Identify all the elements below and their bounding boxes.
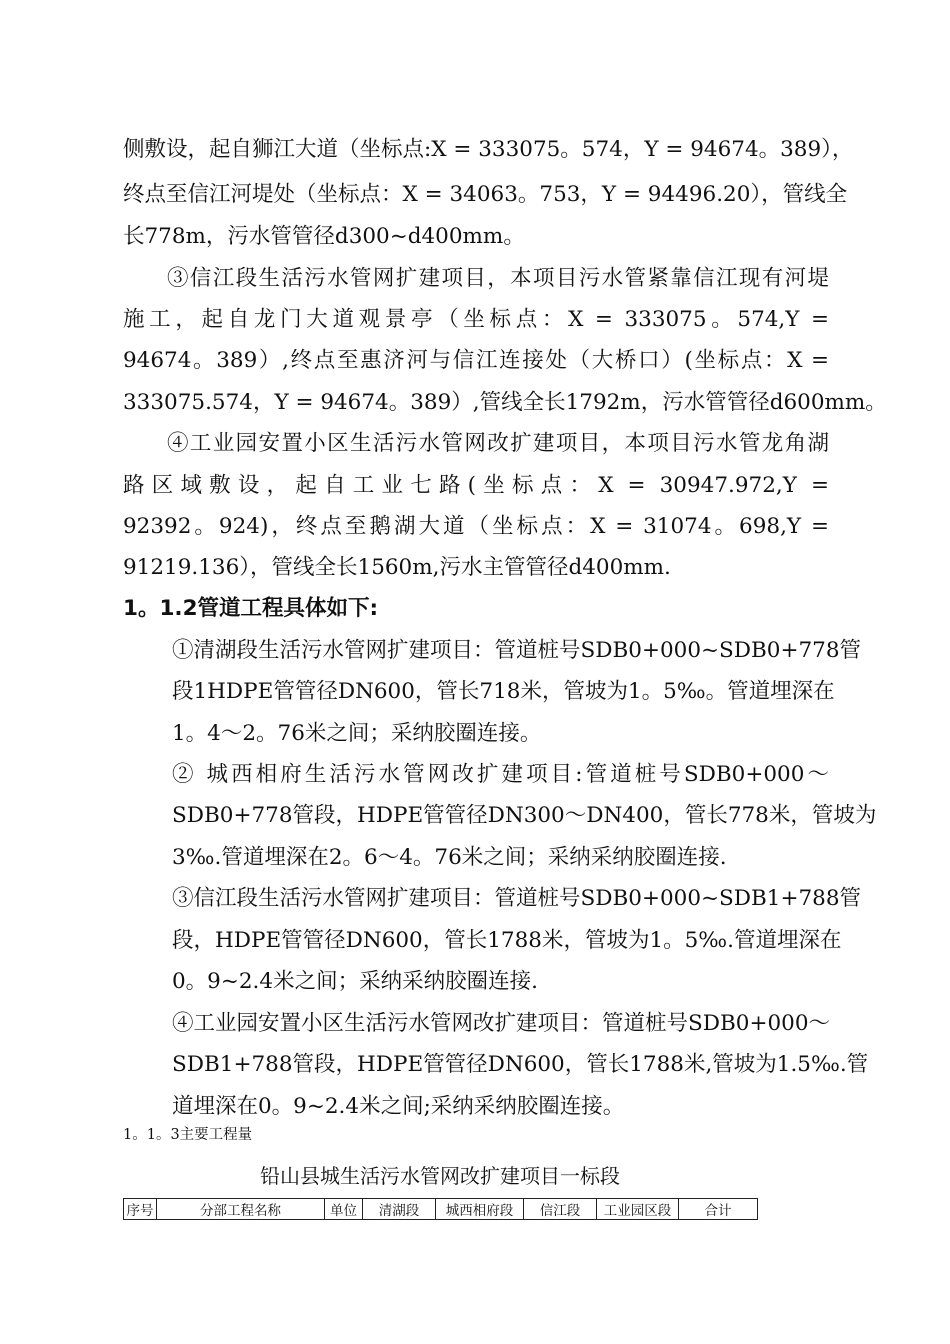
list-item-line: SDB1+788管段，HDPE管管径DN600，管长1788米,管坡为1.5‰.管: [172, 1052, 869, 1077]
paragraph-line: 92392。924)，终点至鹅湖大道（坐标点：X = 31074。698,Y =: [123, 514, 829, 539]
list-item-line: 0。9~2.4米之间；采纳采纳胶圈连接.: [172, 969, 538, 994]
paragraph-line: 333075.574，Y = 94674。389）,管线全长1792m，污水管管径d600mm。: [123, 390, 887, 415]
list-item-line: 段1HDPE管管径DN600，管长718米，管坡为1。5‰。管道埋深在: [172, 679, 835, 704]
list-item-line: ④工业园安置小区生活污水管网改扩建项目：管道桩号SDB0+000～: [172, 1011, 830, 1036]
column-header: 合计: [679, 1199, 758, 1220]
column-header: 工业园区段: [597, 1199, 679, 1220]
paragraph-line: 终点至信江河堤处（坐标点：X = 34063。753，Y = 94496.20），管线全: [123, 182, 848, 207]
paragraph-line: ③信江段生活污水管网扩建项目，本项目污水管紧靠信江现有河堤: [167, 266, 829, 291]
subsection-heading: 1。1。3主要工程量: [123, 1127, 253, 1143]
paragraph-line: 侧敷设，起自狮江大道（坐标点:X = 333075。574，Y = 94674。389），: [123, 137, 854, 162]
list-item-line: 3‰.管道埋深在2。6～4。76米之间；采纳采纳胶圈连接.: [172, 845, 727, 870]
list-item-line: SDB0+778管段，HDPE管管径DN300～DN400，管长778米，管坡为: [172, 803, 877, 828]
section-heading: 1。1.2管道工程具体如下:: [123, 596, 379, 621]
paragraph-line: 路区域敷设，起自工业七路(坐标点：X = 30947.972,Y =: [123, 473, 829, 498]
table-caption: 铅山县城生活污水管网改扩建项目一标段: [260, 1164, 620, 1188]
paragraph-line: 长778m，污水管管径d300~d400mm。: [123, 224, 525, 249]
list-item-line: 段，HDPE管管径DN600，管长1788米，管坡为1。5‰.管道埋深在: [172, 928, 842, 953]
column-header: 序号: [124, 1199, 157, 1220]
list-item-line: 1。4～2。76米之间；采纳胶圈连接。: [172, 721, 542, 746]
paragraph-line: 94674。389）,终点至惠济河与信江连接处（大桥口）(坐标点：X =: [123, 348, 829, 373]
list-item-line: ①清湖段生活污水管网扩建项目：管道桩号SDB0+000~SDB0+778管: [172, 638, 862, 663]
paragraph-line: ④工业园安置小区生活污水管网改扩建项目，本项目污水管龙角湖: [167, 431, 829, 456]
column-header: 分部工程名称: [157, 1199, 325, 1220]
list-item-line: ② 城西相府生活污水管网改扩建项目:管道桩号SDB0+000～: [172, 762, 829, 787]
table-header-row: [124, 1199, 758, 1220]
paragraph-line: 施工，起自龙门大道观景亭（坐标点：X = 333075。574,Y =: [123, 307, 829, 332]
column-header: 单位: [325, 1199, 363, 1220]
list-item-line: 道埋深在0。9~2.4米之间;采纳采纳胶圈连接。: [172, 1094, 625, 1119]
column-header: 信江段: [524, 1199, 597, 1220]
column-header: 城西相府段: [436, 1199, 524, 1220]
list-item-line: ③信江段生活污水管网扩建项目：管道桩号SDB0+000~SDB1+788管: [172, 886, 862, 911]
quantities-table: [123, 1198, 758, 1220]
column-header: 清湖段: [363, 1199, 436, 1220]
paragraph-line: 91219.136），管线全长1560m,污水主管管径d400mm.: [123, 555, 671, 580]
